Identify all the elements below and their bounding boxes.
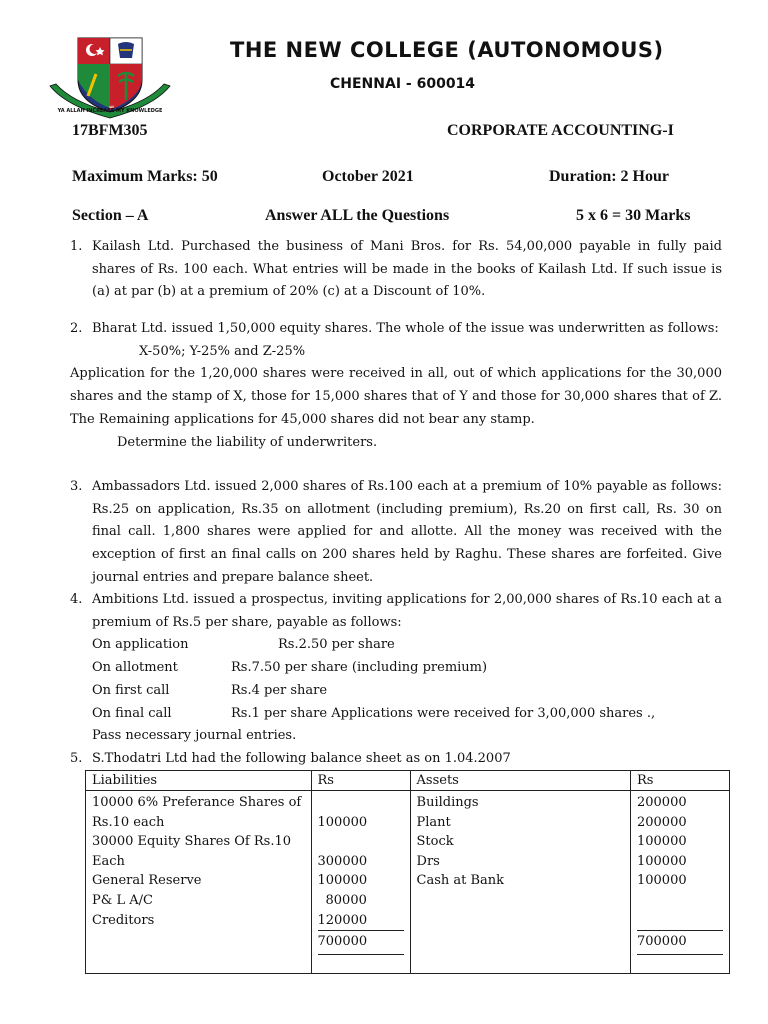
liability-total: 700000 <box>318 930 404 955</box>
asset-item: Drs <box>416 853 440 869</box>
question-task: Determine the liability of underwriters. <box>117 434 378 450</box>
liability-item: Creditors <box>92 912 155 928</box>
payment-row <box>92 634 722 657</box>
asset-amount: 200000 <box>636 814 687 830</box>
liability-amounts-cell <box>311 791 410 974</box>
liability-amount: 100000 <box>317 814 368 830</box>
question-intro: Bharat Ltd. issued 1,50,000 equity shares. The whole of the issue was underwritten as follows: <box>92 321 719 336</box>
section-instruction: Answer ALL the Questions <box>265 207 450 224</box>
liability-item: 10000 6% Preferance Shares of <box>92 795 302 810</box>
assets-cell <box>410 791 630 974</box>
question-intro: S.Thodatri Ltd had the following balance sheet as on 1.04.2007 <box>92 751 511 766</box>
question-body: Application for the 1,20,000 shares were received in all, out of which applications for the 30,000 shares and the stamp of X, those for 15,000 shares that of Y and those for 30,000 shares that of Z. The Remaining applications for 45,000 shares did not bear any stamp. <box>70 366 722 427</box>
marks-scheme: 5 x 6 = 30 Marks <box>576 207 691 224</box>
asset-item: Cash at Bank <box>416 873 505 889</box>
exam-date: October 2021 <box>322 168 414 185</box>
payment-value: Rs.7.50 per share (including premium) <box>231 660 488 676</box>
balance-sheet-table <box>85 770 730 974</box>
logo-motto: YA ALLAH INCREASE MY KNOWLEDGE <box>57 108 163 114</box>
question-number: 4. <box>70 592 83 607</box>
question-intro: Ambitions Ltd. issued a prospectus, inviting applications for 2,00,000 shares of Rs.10 each at a premium of Rs.5 per share, payable as follows: <box>92 592 722 630</box>
payment-label: On allotment <box>92 660 178 676</box>
header-assets: Assets <box>410 771 630 791</box>
liability-amount: 120000 <box>317 912 368 928</box>
question-3 <box>70 476 722 590</box>
payment-row <box>92 703 722 726</box>
payment-value: Rs.2.50 per share <box>278 637 395 653</box>
liabilities-cell <box>86 791 312 974</box>
maximum-marks: Maximum Marks: 50 <box>72 168 218 185</box>
liability-item: P& L A/C <box>92 892 153 908</box>
college-city: CHENNAI - 600014 <box>330 76 476 92</box>
liability-amount: 100000 <box>317 873 368 889</box>
liability-item: General Reserve <box>92 873 202 889</box>
asset-item: Plant <box>416 814 451 830</box>
payment-row <box>92 657 722 680</box>
liability-amount: 300000 <box>317 853 368 869</box>
header-rs: Rs <box>630 771 729 791</box>
asset-amounts-cell <box>630 791 729 974</box>
payment-label: On application <box>92 637 189 653</box>
svg-text:ﷲ: ﷲ <box>108 104 112 109</box>
asset-total: 700000 <box>637 930 723 955</box>
question-number: 1. <box>70 239 83 254</box>
liability-item: Each <box>92 853 125 869</box>
table-header-row <box>86 771 730 791</box>
asset-amount: 100000 <box>636 834 687 850</box>
liability-item: 30000 Equity Shares Of Rs.10 <box>92 834 292 850</box>
header-rs: Rs <box>311 771 410 791</box>
exam-duration: Duration: 2 Hour <box>549 168 669 185</box>
asset-amount: 100000 <box>636 853 687 869</box>
asset-item: Buildings <box>416 795 479 810</box>
asset-amount: 200000 <box>636 795 687 810</box>
subject-title: CORPORATE ACCOUNTING-I <box>447 122 674 139</box>
question-1 <box>70 236 722 304</box>
payment-label: On first call <box>92 682 170 698</box>
underwriting-ratio: X-50%; Y-25% and Z-25% <box>139 343 306 359</box>
asset-item: Stock <box>416 834 454 850</box>
payment-label: On final call <box>92 705 172 721</box>
question-2 <box>70 318 722 454</box>
question-number: 5. <box>70 751 83 766</box>
question-text: Kailash Ltd. Purchased the business of Mani Bros. for Rs. 54,00,000 payable in fully paid shares of Rs. 100 each. What entries will be made in the books of Kailash Ltd. If such issue is (a) at par (b) at a premium of 20% (c) at a Discount of 10%. <box>92 239 722 300</box>
question-number: 2. <box>70 321 83 336</box>
question-number: 3. <box>70 479 83 494</box>
question-task: Pass necessary journal entries. <box>92 728 297 744</box>
payment-value: Rs.1 per share Applications were received for 3,00,000 shares ., <box>231 705 656 721</box>
header-liabilities: Liabilities <box>86 771 312 791</box>
course-code: 17BFM305 <box>72 122 148 139</box>
asset-amount: 100000 <box>636 873 687 889</box>
table-body-row <box>86 791 730 974</box>
college-name: THE NEW COLLEGE (AUTONOMOUS) <box>230 38 664 62</box>
question-text: Ambassadors Ltd. issued 2,000 shares of Rs.100 each at a premium of 10% payable as follows: Rs.25 on application, Rs.35 on allotment (including premium), Rs.20 on first call, Rs. 30 on final call. 1,800 shares were applied for and allotte. All the money was received with the exception of first an final calls on 200 shares held by Raghu. These shares are forfeited. Give journal entries and prepare balance sheet. <box>92 479 722 585</box>
liability-item: Rs.10 each <box>92 814 165 830</box>
question-4 <box>70 589 722 748</box>
section-label: Section – A <box>72 207 149 224</box>
liability-amount: 80000 <box>325 892 367 908</box>
payment-value: Rs.4 per share <box>231 682 328 698</box>
question-5 <box>70 748 722 771</box>
payment-row <box>92 680 722 703</box>
